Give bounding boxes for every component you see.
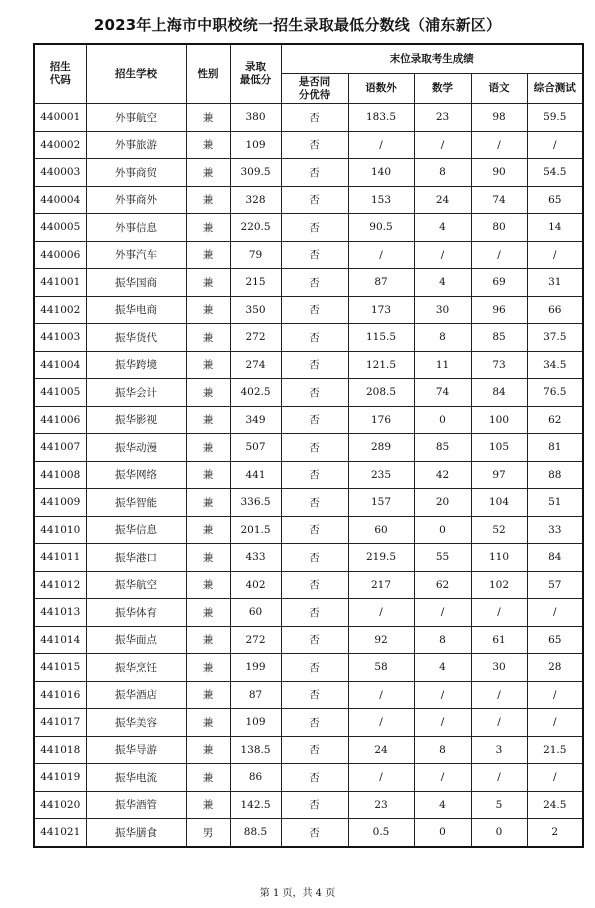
cell-math: / — [414, 131, 471, 159]
cell-chinese: / — [471, 131, 527, 159]
cell-same-score: 否 — [281, 736, 348, 764]
cell-chinese: / — [471, 764, 527, 792]
cell-chinese: 80 — [471, 214, 527, 242]
cell-min-score: 433 — [230, 544, 281, 572]
cell-math: 62 — [414, 571, 471, 599]
cell-gender: 兼 — [186, 599, 230, 627]
cell-comprehensive: 14 — [527, 214, 583, 242]
cell-comprehensive: 88 — [527, 461, 583, 489]
cell-comprehensive: / — [527, 681, 583, 709]
cell-same-score: 否 — [281, 406, 348, 434]
cell-school: 振华面点 — [86, 626, 186, 654]
cell-same-score: 否 — [281, 544, 348, 572]
cell-math: 11 — [414, 351, 471, 379]
cell-code: 441011 — [34, 544, 86, 572]
cell-school: 振华动漫 — [86, 434, 186, 462]
cell-code: 441017 — [34, 709, 86, 737]
cell-math: / — [414, 764, 471, 792]
cell-chinese-math-english: / — [348, 241, 414, 269]
cell-min-score: 274 — [230, 351, 281, 379]
cell-chinese-math-english: 208.5 — [348, 379, 414, 407]
cell-school: 振华酒管 — [86, 791, 186, 819]
cell-code: 440005 — [34, 214, 86, 242]
cell-min-score: 380 — [230, 104, 281, 132]
cell-math: 23 — [414, 104, 471, 132]
header-last-admitted-scores: 末位录取考生成绩 — [281, 44, 583, 74]
cell-math: / — [414, 681, 471, 709]
cell-min-score: 142.5 — [230, 791, 281, 819]
cell-same-score: 否 — [281, 324, 348, 352]
table-row — [34, 104, 583, 132]
cell-code: 440003 — [34, 159, 86, 187]
cell-gender: 男 — [186, 819, 230, 847]
cell-math: 4 — [414, 269, 471, 297]
cell-chinese-math-english: / — [348, 709, 414, 737]
cell-gender: 兼 — [186, 434, 230, 462]
cell-chinese: 30 — [471, 654, 527, 682]
cell-math: 0 — [414, 819, 471, 847]
cell-code: 441021 — [34, 819, 86, 847]
cell-same-score: 否 — [281, 434, 348, 462]
cell-school: 振华酒店 — [86, 681, 186, 709]
cell-min-score: 215 — [230, 269, 281, 297]
cell-same-score: 否 — [281, 681, 348, 709]
cell-same-score: 否 — [281, 791, 348, 819]
cell-chinese: 73 — [471, 351, 527, 379]
cell-comprehensive: 76.5 — [527, 379, 583, 407]
cell-comprehensive: 54.5 — [527, 159, 583, 187]
cell-same-score: 否 — [281, 241, 348, 269]
cell-math: 4 — [414, 654, 471, 682]
cell-chinese: / — [471, 241, 527, 269]
cell-chinese-math-english: / — [348, 681, 414, 709]
cell-comprehensive: 57 — [527, 571, 583, 599]
cell-comprehensive: 84 — [527, 544, 583, 572]
cell-gender: 兼 — [186, 296, 230, 324]
header-min-score: 录取 最低分 — [230, 44, 281, 104]
cell-chinese-math-english: 87 — [348, 269, 414, 297]
table-row — [34, 654, 583, 682]
cell-chinese-math-english: 289 — [348, 434, 414, 462]
cell-same-score: 否 — [281, 186, 348, 214]
cell-math: / — [414, 599, 471, 627]
cell-chinese: 0 — [471, 819, 527, 847]
cell-chinese-math-english: 92 — [348, 626, 414, 654]
cell-comprehensive: 33 — [527, 516, 583, 544]
cell-comprehensive: 62 — [527, 406, 583, 434]
table-row — [34, 791, 583, 819]
cell-comprehensive: 65 — [527, 626, 583, 654]
cell-gender: 兼 — [186, 516, 230, 544]
cell-comprehensive: 66 — [527, 296, 583, 324]
cell-school: 振华烹饪 — [86, 654, 186, 682]
cell-gender: 兼 — [186, 764, 230, 792]
cell-code: 441008 — [34, 461, 86, 489]
cell-comprehensive: 37.5 — [527, 324, 583, 352]
cell-code: 441018 — [34, 736, 86, 764]
cell-code: 440006 — [34, 241, 86, 269]
cell-math: 8 — [414, 736, 471, 764]
table-row — [34, 764, 583, 792]
cell-chinese-math-english: 140 — [348, 159, 414, 187]
cell-school: 振华电商 — [86, 296, 186, 324]
cell-code: 441004 — [34, 351, 86, 379]
cell-comprehensive: 59.5 — [527, 104, 583, 132]
cell-school: 振华导游 — [86, 736, 186, 764]
page-footer: 第 1 页，共 4 页 — [259, 888, 336, 899]
cell-code: 441001 — [34, 269, 86, 297]
cell-chinese: 74 — [471, 186, 527, 214]
header-same-score-priority: 是否同 分优待 — [281, 74, 348, 104]
cell-math: 42 — [414, 461, 471, 489]
cell-chinese: / — [471, 709, 527, 737]
cell-comprehensive: 81 — [527, 434, 583, 462]
cell-gender: 兼 — [186, 269, 230, 297]
cell-gender: 兼 — [186, 406, 230, 434]
cell-math: 4 — [414, 791, 471, 819]
cell-school: 振华美容 — [86, 709, 186, 737]
cell-gender: 兼 — [186, 654, 230, 682]
cell-min-score: 109 — [230, 131, 281, 159]
table-row — [34, 269, 583, 297]
cell-min-score: 60 — [230, 599, 281, 627]
cell-min-score: 199 — [230, 654, 281, 682]
table-row — [34, 131, 583, 159]
cell-school: 振华网络 — [86, 461, 186, 489]
cell-gender: 兼 — [186, 186, 230, 214]
cell-chinese-math-english: 90.5 — [348, 214, 414, 242]
cell-min-score: 328 — [230, 186, 281, 214]
cell-same-score: 否 — [281, 269, 348, 297]
cell-code: 441006 — [34, 406, 86, 434]
cell-math: 55 — [414, 544, 471, 572]
header-math: 数学 — [414, 74, 471, 104]
cell-school: 振华港口 — [86, 544, 186, 572]
cell-gender: 兼 — [186, 571, 230, 599]
cell-code: 441019 — [34, 764, 86, 792]
cell-gender: 兼 — [186, 709, 230, 737]
cell-school: 外事旅游 — [86, 131, 186, 159]
cell-math: 85 — [414, 434, 471, 462]
header-comprehensive-test: 综合测试 — [527, 74, 583, 104]
cell-school: 振华货代 — [86, 324, 186, 352]
header-gender: 性别 — [186, 44, 230, 104]
cell-school: 振华国商 — [86, 269, 186, 297]
cell-min-score: 138.5 — [230, 736, 281, 764]
cell-chinese-math-english: 217 — [348, 571, 414, 599]
cell-code: 440002 — [34, 131, 86, 159]
cell-school: 外事信息 — [86, 214, 186, 242]
cell-gender: 兼 — [186, 544, 230, 572]
cell-min-score: 402.5 — [230, 379, 281, 407]
cell-chinese: 90 — [471, 159, 527, 187]
cell-min-score: 309.5 — [230, 159, 281, 187]
cell-gender: 兼 — [186, 324, 230, 352]
cell-school: 振华智能 — [86, 489, 186, 517]
cell-comprehensive: 51 — [527, 489, 583, 517]
cell-same-score: 否 — [281, 819, 348, 847]
cell-math: 74 — [414, 379, 471, 407]
cell-comprehensive: 21.5 — [527, 736, 583, 764]
cell-comprehensive: 2 — [527, 819, 583, 847]
table-row — [34, 516, 583, 544]
cell-comprehensive: 31 — [527, 269, 583, 297]
cell-gender: 兼 — [186, 351, 230, 379]
cell-min-score: 350 — [230, 296, 281, 324]
cell-chinese-math-english: 176 — [348, 406, 414, 434]
cell-chinese: 5 — [471, 791, 527, 819]
cell-school: 振华体育 — [86, 599, 186, 627]
cell-gender: 兼 — [186, 104, 230, 132]
cell-same-score: 否 — [281, 489, 348, 517]
cell-min-score: 220.5 — [230, 214, 281, 242]
table-row — [34, 489, 583, 517]
cell-chinese: 96 — [471, 296, 527, 324]
cell-code: 441005 — [34, 379, 86, 407]
cell-chinese-math-english: / — [348, 764, 414, 792]
cell-code: 441003 — [34, 324, 86, 352]
cell-chinese: 105 — [471, 434, 527, 462]
cell-gender: 兼 — [186, 791, 230, 819]
cell-min-score: 86 — [230, 764, 281, 792]
cell-gender: 兼 — [186, 379, 230, 407]
cell-chinese: 69 — [471, 269, 527, 297]
cell-comprehensive: / — [527, 131, 583, 159]
cell-gender: 兼 — [186, 214, 230, 242]
table-row — [34, 324, 583, 352]
cell-same-score: 否 — [281, 104, 348, 132]
header-code: 招生 代码 — [34, 44, 86, 104]
cell-chinese-math-english: 0.5 — [348, 819, 414, 847]
cell-gender: 兼 — [186, 489, 230, 517]
cell-school: 振华信息 — [86, 516, 186, 544]
cell-min-score: 272 — [230, 626, 281, 654]
page-title: 2023年上海市中职校统一招生录取最低分数线（浦东新区） — [93, 16, 502, 34]
cell-comprehensive: / — [527, 764, 583, 792]
table-row — [34, 599, 583, 627]
cell-chinese-math-english: 121.5 — [348, 351, 414, 379]
cell-math: 8 — [414, 626, 471, 654]
cell-comprehensive: / — [527, 599, 583, 627]
cell-school: 外事汽车 — [86, 241, 186, 269]
cell-same-score: 否 — [281, 131, 348, 159]
cell-comprehensive: / — [527, 241, 583, 269]
cell-chinese: 3 — [471, 736, 527, 764]
cell-same-score: 否 — [281, 709, 348, 737]
cell-same-score: 否 — [281, 214, 348, 242]
cell-chinese: 84 — [471, 379, 527, 407]
cell-comprehensive: 65 — [527, 186, 583, 214]
cell-chinese-math-english: 115.5 — [348, 324, 414, 352]
cell-chinese: 52 — [471, 516, 527, 544]
cell-school: 振华跨境 — [86, 351, 186, 379]
cell-comprehensive: / — [527, 709, 583, 737]
header-chinese: 语文 — [471, 74, 527, 104]
table-row — [34, 571, 583, 599]
cell-min-score: 201.5 — [230, 516, 281, 544]
cell-chinese: 110 — [471, 544, 527, 572]
cell-min-score: 87 — [230, 681, 281, 709]
cell-min-score: 109 — [230, 709, 281, 737]
table-row — [34, 681, 583, 709]
cell-school: 外事航空 — [86, 104, 186, 132]
cell-min-score: 402 — [230, 571, 281, 599]
cell-chinese: 97 — [471, 461, 527, 489]
cell-code: 441009 — [34, 489, 86, 517]
cell-chinese-math-english: 157 — [348, 489, 414, 517]
cell-chinese: / — [471, 681, 527, 709]
cell-chinese-math-english: 24 — [348, 736, 414, 764]
table-row — [34, 736, 583, 764]
cell-same-score: 否 — [281, 461, 348, 489]
cell-chinese: 100 — [471, 406, 527, 434]
table-row — [34, 296, 583, 324]
cell-math: / — [414, 709, 471, 737]
table-row — [34, 379, 583, 407]
cell-chinese: / — [471, 599, 527, 627]
cell-math: 0 — [414, 516, 471, 544]
cell-code: 440001 — [34, 104, 86, 132]
cell-math: 8 — [414, 324, 471, 352]
cell-gender: 兼 — [186, 736, 230, 764]
cell-gender: 兼 — [186, 131, 230, 159]
cell-comprehensive: 34.5 — [527, 351, 583, 379]
cell-min-score: 79 — [230, 241, 281, 269]
cell-school: 外事商外 — [86, 186, 186, 214]
cell-code: 440004 — [34, 186, 86, 214]
cell-chinese-math-english: 60 — [348, 516, 414, 544]
cell-same-score: 否 — [281, 626, 348, 654]
cell-chinese: 85 — [471, 324, 527, 352]
cell-math: 24 — [414, 186, 471, 214]
cell-chinese-math-english: / — [348, 599, 414, 627]
cell-school: 振华会计 — [86, 379, 186, 407]
cell-chinese-math-english: 235 — [348, 461, 414, 489]
cell-gender: 兼 — [186, 241, 230, 269]
cell-gender: 兼 — [186, 159, 230, 187]
table-row — [34, 351, 583, 379]
cell-math: / — [414, 241, 471, 269]
cell-same-score: 否 — [281, 379, 348, 407]
cell-min-score: 272 — [230, 324, 281, 352]
cell-school: 振华航空 — [86, 571, 186, 599]
cell-same-score: 否 — [281, 159, 348, 187]
table-row — [34, 241, 583, 269]
cell-chinese-math-english: 153 — [348, 186, 414, 214]
table-row — [34, 434, 583, 462]
cell-chinese-math-english: 219.5 — [348, 544, 414, 572]
cell-chinese-math-english: 58 — [348, 654, 414, 682]
cell-chinese-math-english: 183.5 — [348, 104, 414, 132]
header-school: 招生学校 — [86, 44, 186, 104]
cell-code: 441015 — [34, 654, 86, 682]
cell-chinese-math-english: / — [348, 131, 414, 159]
table-row — [34, 626, 583, 654]
table-row — [34, 544, 583, 572]
cell-school: 振华电流 — [86, 764, 186, 792]
cell-school: 振华膳食 — [86, 819, 186, 847]
cell-min-score: 336.5 — [230, 489, 281, 517]
cell-comprehensive: 28 — [527, 654, 583, 682]
cell-school: 振华影视 — [86, 406, 186, 434]
score-table — [33, 43, 584, 848]
cell-code: 441007 — [34, 434, 86, 462]
cell-comprehensive: 24.5 — [527, 791, 583, 819]
cell-math: 30 — [414, 296, 471, 324]
cell-min-score: 441 — [230, 461, 281, 489]
table-row — [34, 461, 583, 489]
cell-math: 8 — [414, 159, 471, 187]
cell-code: 441016 — [34, 681, 86, 709]
cell-gender: 兼 — [186, 626, 230, 654]
cell-same-score: 否 — [281, 654, 348, 682]
cell-code: 441010 — [34, 516, 86, 544]
cell-chinese: 102 — [471, 571, 527, 599]
cell-chinese: 61 — [471, 626, 527, 654]
cell-chinese-math-english: 23 — [348, 791, 414, 819]
cell-code: 441020 — [34, 791, 86, 819]
cell-same-score: 否 — [281, 296, 348, 324]
cell-min-score: 349 — [230, 406, 281, 434]
cell-math: 4 — [414, 214, 471, 242]
cell-chinese: 98 — [471, 104, 527, 132]
table-body — [34, 104, 583, 847]
cell-min-score: 88.5 — [230, 819, 281, 847]
table-row — [34, 709, 583, 737]
cell-same-score: 否 — [281, 764, 348, 792]
table-row — [34, 406, 583, 434]
cell-math: 0 — [414, 406, 471, 434]
cell-chinese: 104 — [471, 489, 527, 517]
cell-code: 441002 — [34, 296, 86, 324]
table-row — [34, 159, 583, 187]
cell-gender: 兼 — [186, 461, 230, 489]
cell-min-score: 507 — [230, 434, 281, 462]
cell-math: 20 — [414, 489, 471, 517]
cell-same-score: 否 — [281, 599, 348, 627]
cell-gender: 兼 — [186, 681, 230, 709]
cell-same-score: 否 — [281, 351, 348, 379]
cell-code: 441014 — [34, 626, 86, 654]
cell-same-score: 否 — [281, 571, 348, 599]
table-row — [34, 214, 583, 242]
cell-school: 外事商贸 — [86, 159, 186, 187]
table-row — [34, 186, 583, 214]
header-chinese-math-english: 语数外 — [348, 74, 414, 104]
cell-code: 441012 — [34, 571, 86, 599]
table-row — [34, 819, 583, 847]
cell-same-score: 否 — [281, 516, 348, 544]
cell-code: 441013 — [34, 599, 86, 627]
cell-chinese-math-english: 173 — [348, 296, 414, 324]
